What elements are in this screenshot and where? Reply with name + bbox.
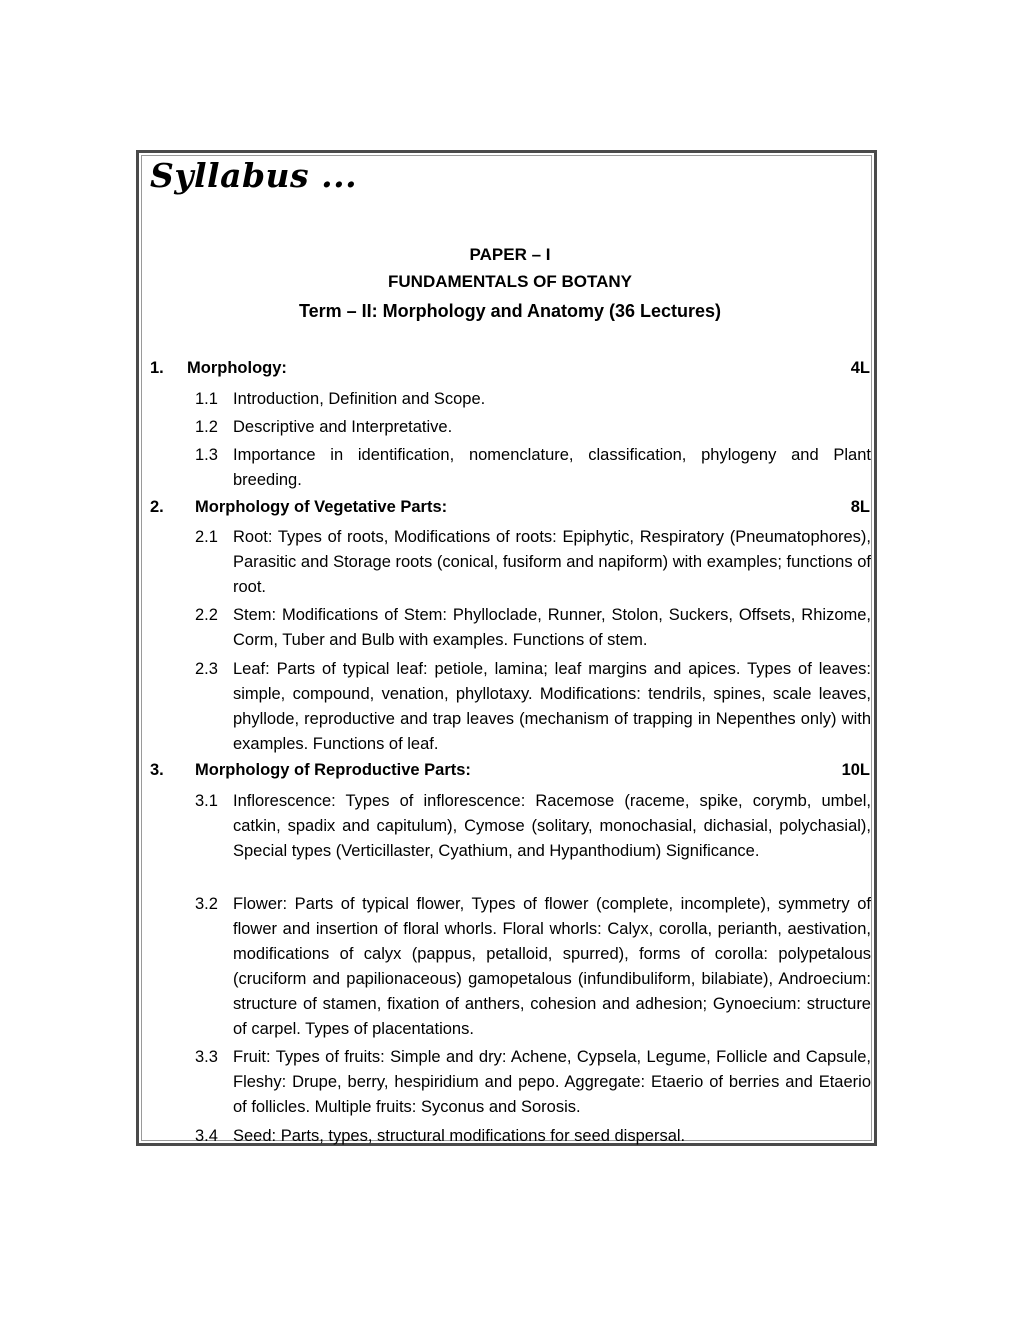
section-number: 1. [150,359,164,377]
section-number: 2. [150,498,164,516]
item-number: 3.2 [195,895,218,913]
item-text: Leaf: Parts of typical leaf: petiole, lamina; leaf margins and apices. Types of leaves: simple, compound, venation, phyllotaxy. Modifications: tendrils, spines, scale leaves, phyllode, reproductive and trap leaves (mechanism of trapping in Nepenthes only) with examples. Functions of leaf. [233,660,871,753]
item-text: Inflorescence: Types of inflorescence: Racemose (raceme, spike, corymb, umbel, catkin, spadix and capitulum), Cymose (solitary, monochasial, dichasial, polychasial), Special types (Verticillaster, Cyathium, and Hypanthodium) Significance. [233,792,871,860]
item-number: 2.3 [195,660,218,678]
item-text: Introduction, Definition and Scope. [233,390,486,408]
item-number: 2.1 [195,528,218,546]
item-number: 3.4 [195,1127,218,1145]
section-heading [150,498,870,520]
section-lectures: 8L [850,498,870,516]
section-heading [150,359,870,381]
item-number: 1.1 [195,390,218,408]
item-number: 1.2 [195,418,218,436]
page-heading: Syllabus ... [150,156,358,195]
section-lectures: 4L [850,359,870,377]
item-text: Flower: Parts of typical flower, Types of flower (complete, incomplete), symmetry of flower and insertion of floral whorls. Floral whorls: Calyx, corolla, perianth, aestivation, modifications of calyx (pappus, petalloid, spurred), forms of corolla: polypetalous (cruciform and papilionaceous) gamopetalous (infundibuliform, bilabiate), Androecium: structure of stamen, fixation of anthers, cohesion and adhesion; Gynoecium: structure of carpel. Types of placentations. [233,895,871,1038]
item-number: 1.3 [195,446,218,464]
section-title: Morphology: [187,359,287,377]
item-number: 3.1 [195,792,218,810]
item-text: Stem: Modifications of Stem: Phylloclade, Runner, Stolon, Suckers, Offsets, Rhizome, Corm, Tuber and Bulb with examples. Functions of stem. [233,606,871,649]
section-heading [150,761,870,783]
subject-title: FUNDAMENTALS OF BOTANY [388,272,632,291]
item-text: Seed: Parts, types, structural modifications for seed dispersal. [233,1127,686,1145]
item-text: Descriptive and Interpretative. [233,418,453,436]
section-lectures: 10L [841,761,870,779]
term-title: Term – II: Morphology and Anatomy (36 Lectures) [298,301,722,321]
section-number: 3. [150,761,164,779]
item-text: Importance in identification, nomenclature, classification, phylogeny and Plant breeding. [233,446,871,489]
item-number: 2.2 [195,606,218,624]
section-title: Morphology of Reproductive Parts: [195,761,471,779]
item-text: Root: Types of roots, Modifications of roots: Epiphytic, Respiratory (Pneumatophores), Parasitic and Storage roots (conical, fusiform and napiform) with examples; functions of root. [233,528,871,596]
paper-title: PAPER – I [469,245,551,264]
item-text: Fruit: Types of fruits: Simple and dry: Achene, Cypsela, Legume, Follicle and Capsule, Fleshy: Drupe, berry, hespiridium and pepo. Aggregate: Etaerio of berries and Etaerio of follicles. Multiple fruits: Syconus and Sorosis. [233,1048,871,1116]
section-title: Morphology of Vegetative Parts: [195,498,448,516]
item-number: 3.3 [195,1048,218,1066]
